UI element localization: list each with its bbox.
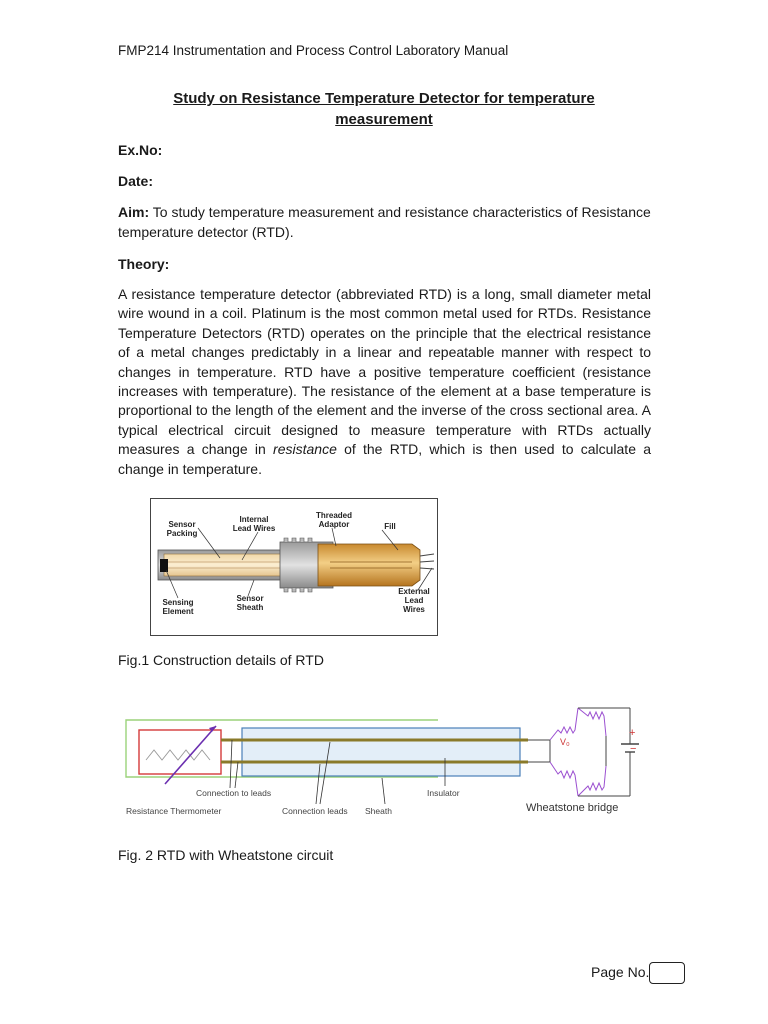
- figure-2-caption: Fig. 2 RTD with Wheatstone circuit: [118, 847, 334, 863]
- date-label: Date:: [118, 173, 154, 189]
- arrow-head: [209, 726, 216, 732]
- theory-emphasis: resistance: [273, 441, 337, 458]
- label-sheath-2: Sheath: [236, 603, 264, 612]
- label-internal-lead-2: Lead Wires: [232, 524, 276, 533]
- label-sensing-1: Sensing: [162, 598, 194, 607]
- page-number-box: [649, 962, 685, 984]
- theory-text-2: of the RTD, which is then used to calculate a change in temperature.: [118, 441, 652, 477]
- bridge-shape: [550, 708, 639, 796]
- aim-paragraph: [118, 203, 652, 242]
- label-insulator: Insulator: [427, 788, 460, 798]
- fill-body-shape: [318, 544, 420, 586]
- label-sensor-packing-1: Sensor: [168, 520, 196, 529]
- label-external-2: Lead: [404, 596, 424, 605]
- label-threaded-1: Threaded: [315, 511, 353, 520]
- title-line-1: Study on Resistance Temperature Detector for temperature: [173, 90, 595, 107]
- variable-arrow: [165, 726, 216, 784]
- theory-paragraph: [118, 285, 651, 479]
- document-title: [118, 88, 650, 130]
- theory-text-1: A resistance temperature detector (abbreviated RTD) is a long, small diameter metal wire wound in a coil. Platinum is the most common metal used for RTDs. Resistance Temperature Detectors (RTD) operates on the principle that the electrical resistance of a metal changes predictably in a linear and repeatable manner with respect to changes in temperature. RTD have a positive temperature coefficient (resistance increases with temperature). The resistance of the element at a base temperature is proportional to the length of the element and the inverse of the cross sectional area. A typical electrical circuit designed to measure temperature with RTDs actually measures a change in: [118, 286, 651, 458]
- title-line-2: measurement: [335, 111, 433, 128]
- minus-label: −: [630, 743, 637, 755]
- rtd-construction-figure: [150, 498, 438, 636]
- label-internal-lead-1: Internal: [239, 515, 269, 524]
- label-sensor-packing-2: Packing: [166, 529, 198, 538]
- exno-label: Ex.No:: [118, 142, 163, 158]
- aim-text: To study temperature measurement and resistance characteristics of Resistance temperature detector (RTD).: [118, 204, 651, 240]
- plus-label: +: [629, 727, 636, 739]
- label-fill: Fill: [384, 522, 396, 531]
- resistor-element: [146, 750, 210, 760]
- label-connection-to-leads: Connection to leads: [196, 788, 272, 798]
- page-number-label: Page No.: [591, 964, 650, 980]
- sensing-element-shape: [160, 559, 168, 572]
- aim-label: Aim:: [118, 204, 150, 220]
- label-sheath-1: Sensor: [236, 594, 264, 603]
- label-resistance-thermometer: Resistance Thermometer: [126, 806, 222, 816]
- label-sheath: Sheath: [365, 806, 392, 816]
- label-sensing-2: Element: [162, 607, 194, 616]
- label-external-3: Wires: [403, 605, 425, 614]
- figure-1-caption: Fig.1 Construction details of RTD: [118, 652, 324, 668]
- label-threaded-2: Adaptor: [318, 520, 350, 529]
- insulator-shape: [242, 728, 520, 776]
- theory-heading: Theory:: [118, 256, 170, 272]
- wheatstone-figure: [120, 700, 640, 828]
- label-connection-leads: Connection leads: [282, 806, 348, 816]
- vo-label: V₀: [560, 737, 570, 747]
- label-wheatstone-bridge: Wheatstone bridge: [526, 802, 619, 814]
- label-external-1: External: [398, 587, 430, 596]
- running-header: FMP214 Instrumentation and Process Control Laboratory Manual: [118, 43, 509, 58]
